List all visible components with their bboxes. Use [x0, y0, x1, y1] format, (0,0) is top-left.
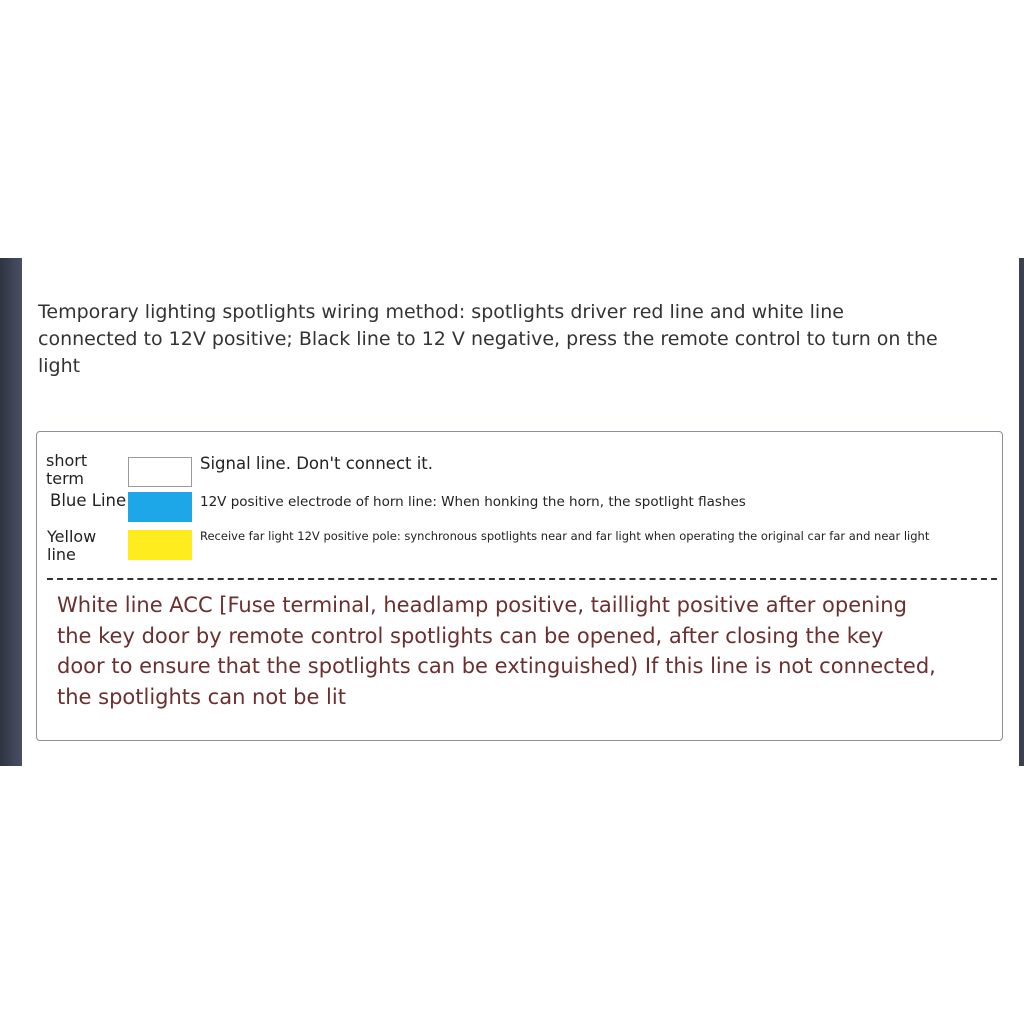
- legend-swatch-yellow: [128, 530, 192, 560]
- legend-desc-signal-line: Signal line. Don't connect it.: [200, 454, 434, 473]
- wiring-intro-text: Temporary lighting spotlights wiring method: spotlights driver red line and white line connected to 12V positive; Black line to 12 V negative, press the remote control to turn on the light: [38, 301, 938, 377]
- legend-desc-far-light: Receive far light 12V positive pole: synchronous spotlights near and far light when operating the original car far and near light: [200, 529, 930, 543]
- left-edge-bar: [0, 258, 22, 766]
- dashed-divider: [47, 578, 997, 580]
- legend-label-short-term: short term: [46, 451, 88, 488]
- white-line-acc-note: White line ACC [Fuse terminal, headlamp positive, taillight positive after opening the key door by remote control spotlights can be opened, after closing the key door to ensure that the spotlights can be extinguished) If this line is not connected, the spotlights can not be lit: [57, 593, 936, 709]
- legend-swatch-white: [128, 457, 192, 487]
- wiring-legend-box: [36, 431, 1003, 741]
- right-edge-bar: [1019, 258, 1024, 766]
- legend-desc-horn-line: 12V positive electrode of horn line: When honking the horn, the spotlight flashes: [200, 494, 746, 510]
- legend-swatch-blue: [128, 492, 192, 522]
- legend-label-yellow-line: Yellow line: [47, 527, 97, 564]
- legend-label-blue-line: Blue Line: [50, 491, 127, 510]
